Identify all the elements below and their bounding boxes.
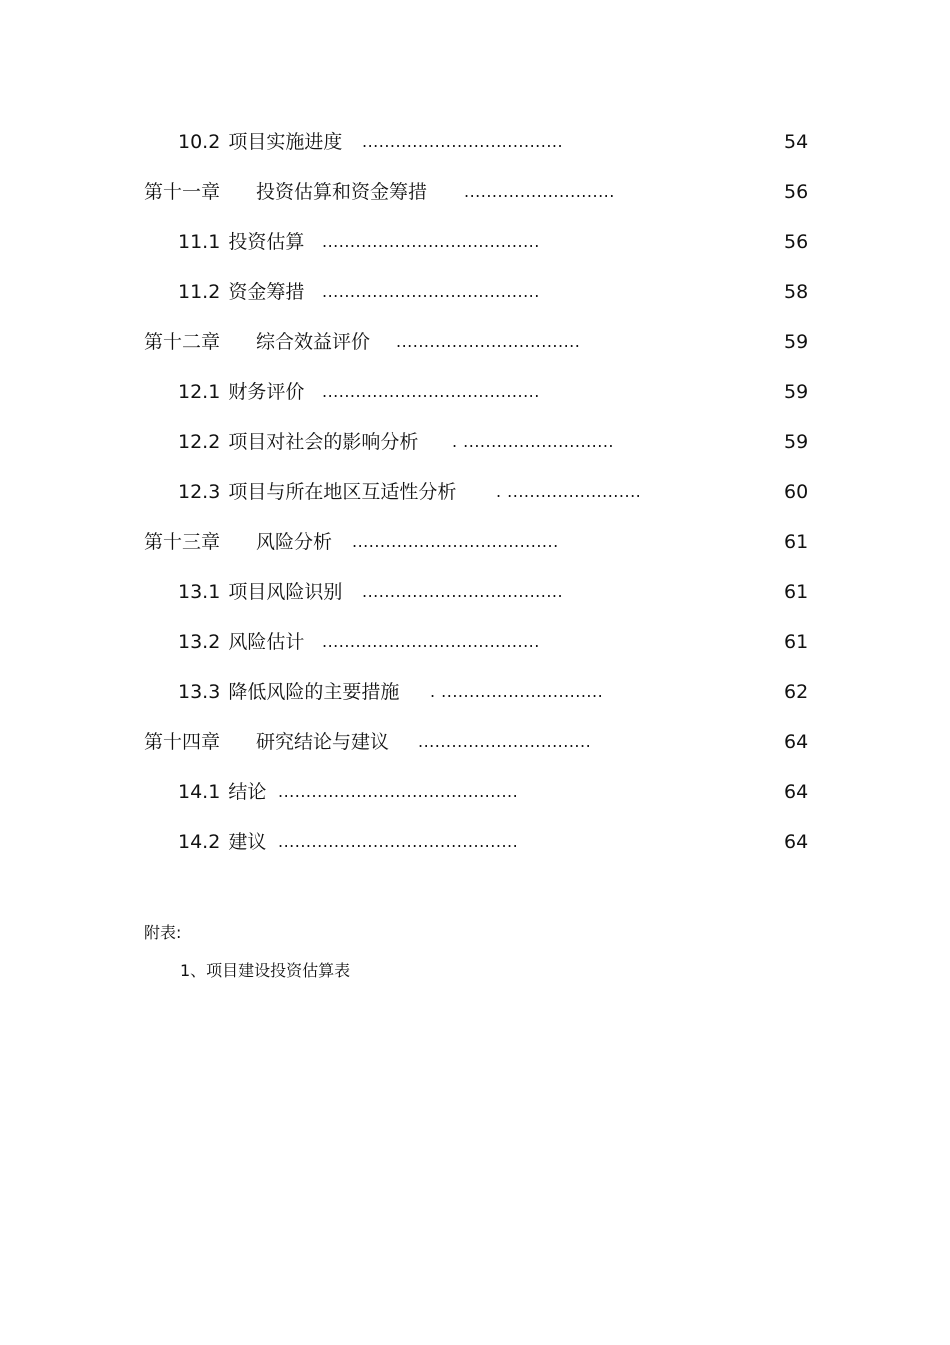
toc-dot-leader: ....................................... bbox=[322, 282, 540, 301]
toc-section-number: 12.2 bbox=[178, 431, 221, 453]
toc-entry[interactable] bbox=[178, 778, 808, 806]
toc-title: 降低风险的主要措施 bbox=[228, 681, 400, 703]
toc-dot-leader: ........................... bbox=[464, 182, 615, 201]
toc-section-number: 11.2 bbox=[178, 281, 221, 303]
toc-page-number: 61 bbox=[784, 531, 809, 553]
toc-title: 投资估算和资金筹措 bbox=[256, 181, 428, 203]
toc-dot-leader: .................................... bbox=[362, 132, 564, 151]
toc-dot-leader: ....................................... bbox=[322, 232, 540, 251]
toc-page-number: 64 bbox=[784, 731, 809, 753]
toc-entry[interactable] bbox=[178, 278, 808, 306]
toc-entry[interactable] bbox=[178, 428, 808, 456]
toc-entry[interactable] bbox=[178, 478, 808, 506]
toc-section-number: 11.1 bbox=[178, 231, 221, 253]
toc-page-number: 59 bbox=[784, 331, 809, 353]
toc-entry[interactable] bbox=[144, 728, 808, 756]
toc-entry[interactable] bbox=[144, 528, 808, 556]
toc-page-number: 56 bbox=[784, 181, 809, 203]
toc-title: 结论 bbox=[228, 781, 267, 803]
toc-page-number: 59 bbox=[784, 431, 809, 453]
toc-section-number: 13.2 bbox=[178, 631, 221, 653]
toc-section-number: 14.1 bbox=[178, 781, 221, 803]
toc-title: 风险估计 bbox=[228, 631, 305, 653]
appendix-title: 附表: bbox=[144, 923, 182, 942]
toc-dot-leader: ....................................... bbox=[322, 382, 540, 401]
toc-title: 风险分析 bbox=[256, 531, 333, 553]
toc-section-number: 14.2 bbox=[178, 831, 221, 853]
toc-chapter-number: 第十一章 bbox=[144, 181, 221, 203]
toc-dot-leader: . ........................... bbox=[452, 432, 614, 451]
toc-dot-leader: ................................. bbox=[396, 332, 581, 351]
toc-entry[interactable] bbox=[178, 128, 808, 156]
toc-title: 项目实施进度 bbox=[228, 131, 343, 153]
toc-title: 项目对社会的影响分析 bbox=[228, 431, 419, 453]
appendix-item: 1、项目建设投资估算表 bbox=[180, 961, 351, 980]
toc-dot-leader: ............................... bbox=[418, 732, 592, 751]
toc-entry[interactable] bbox=[178, 678, 808, 706]
toc-entry[interactable] bbox=[178, 228, 808, 256]
toc-dot-leader: ........................................... bbox=[278, 832, 519, 851]
toc-chapter-number: 第十二章 bbox=[144, 331, 221, 353]
toc-page-number: 56 bbox=[784, 231, 809, 253]
toc-title: 项目风险识别 bbox=[228, 581, 343, 603]
toc-page-number: 61 bbox=[784, 581, 809, 603]
toc-dot-leader: ..................................... bbox=[352, 532, 559, 551]
toc-chapter-number: 第十三章 bbox=[144, 531, 221, 553]
toc-page-number: 59 bbox=[784, 381, 809, 403]
toc-entry[interactable] bbox=[144, 328, 808, 356]
toc-title: 财务评价 bbox=[228, 381, 305, 403]
toc-dot-leader: . ............................. bbox=[430, 682, 604, 701]
toc-dot-leader: ....................................... bbox=[322, 632, 540, 651]
toc-title: 投资估算 bbox=[228, 231, 305, 253]
toc-section-number: 12.1 bbox=[178, 381, 221, 403]
toc-dot-leader: . ........................ bbox=[496, 482, 642, 501]
toc-entry[interactable] bbox=[178, 578, 808, 606]
toc-title: 研究结论与建议 bbox=[256, 731, 390, 753]
toc-chapter-number: 第十四章 bbox=[144, 731, 221, 753]
toc-section-number: 13.3 bbox=[178, 681, 221, 703]
toc-page-number: 60 bbox=[784, 481, 809, 503]
toc-page-number: 64 bbox=[784, 831, 809, 853]
toc-section-number: 13.1 bbox=[178, 581, 221, 603]
toc-page-number: 54 bbox=[784, 131, 809, 153]
toc-dot-leader: .................................... bbox=[362, 582, 564, 601]
toc-page-number: 58 bbox=[784, 281, 809, 303]
toc-entry[interactable] bbox=[178, 378, 808, 406]
toc-title: 综合效益评价 bbox=[256, 331, 371, 353]
toc-section-number: 10.2 bbox=[178, 131, 221, 153]
toc-page-number: 62 bbox=[784, 681, 809, 703]
toc-title: 建议 bbox=[228, 831, 267, 853]
toc-page-number: 61 bbox=[784, 631, 809, 653]
toc-page-number: 64 bbox=[784, 781, 809, 803]
toc-dot-leader: ........................................... bbox=[278, 782, 519, 801]
toc-entry[interactable] bbox=[178, 628, 808, 656]
toc-entry[interactable] bbox=[144, 178, 808, 206]
toc-title: 资金筹措 bbox=[228, 281, 305, 303]
toc-section-number: 12.3 bbox=[178, 481, 221, 503]
toc-title: 项目与所在地区互适性分析 bbox=[228, 481, 457, 503]
toc-entry[interactable] bbox=[178, 828, 808, 856]
